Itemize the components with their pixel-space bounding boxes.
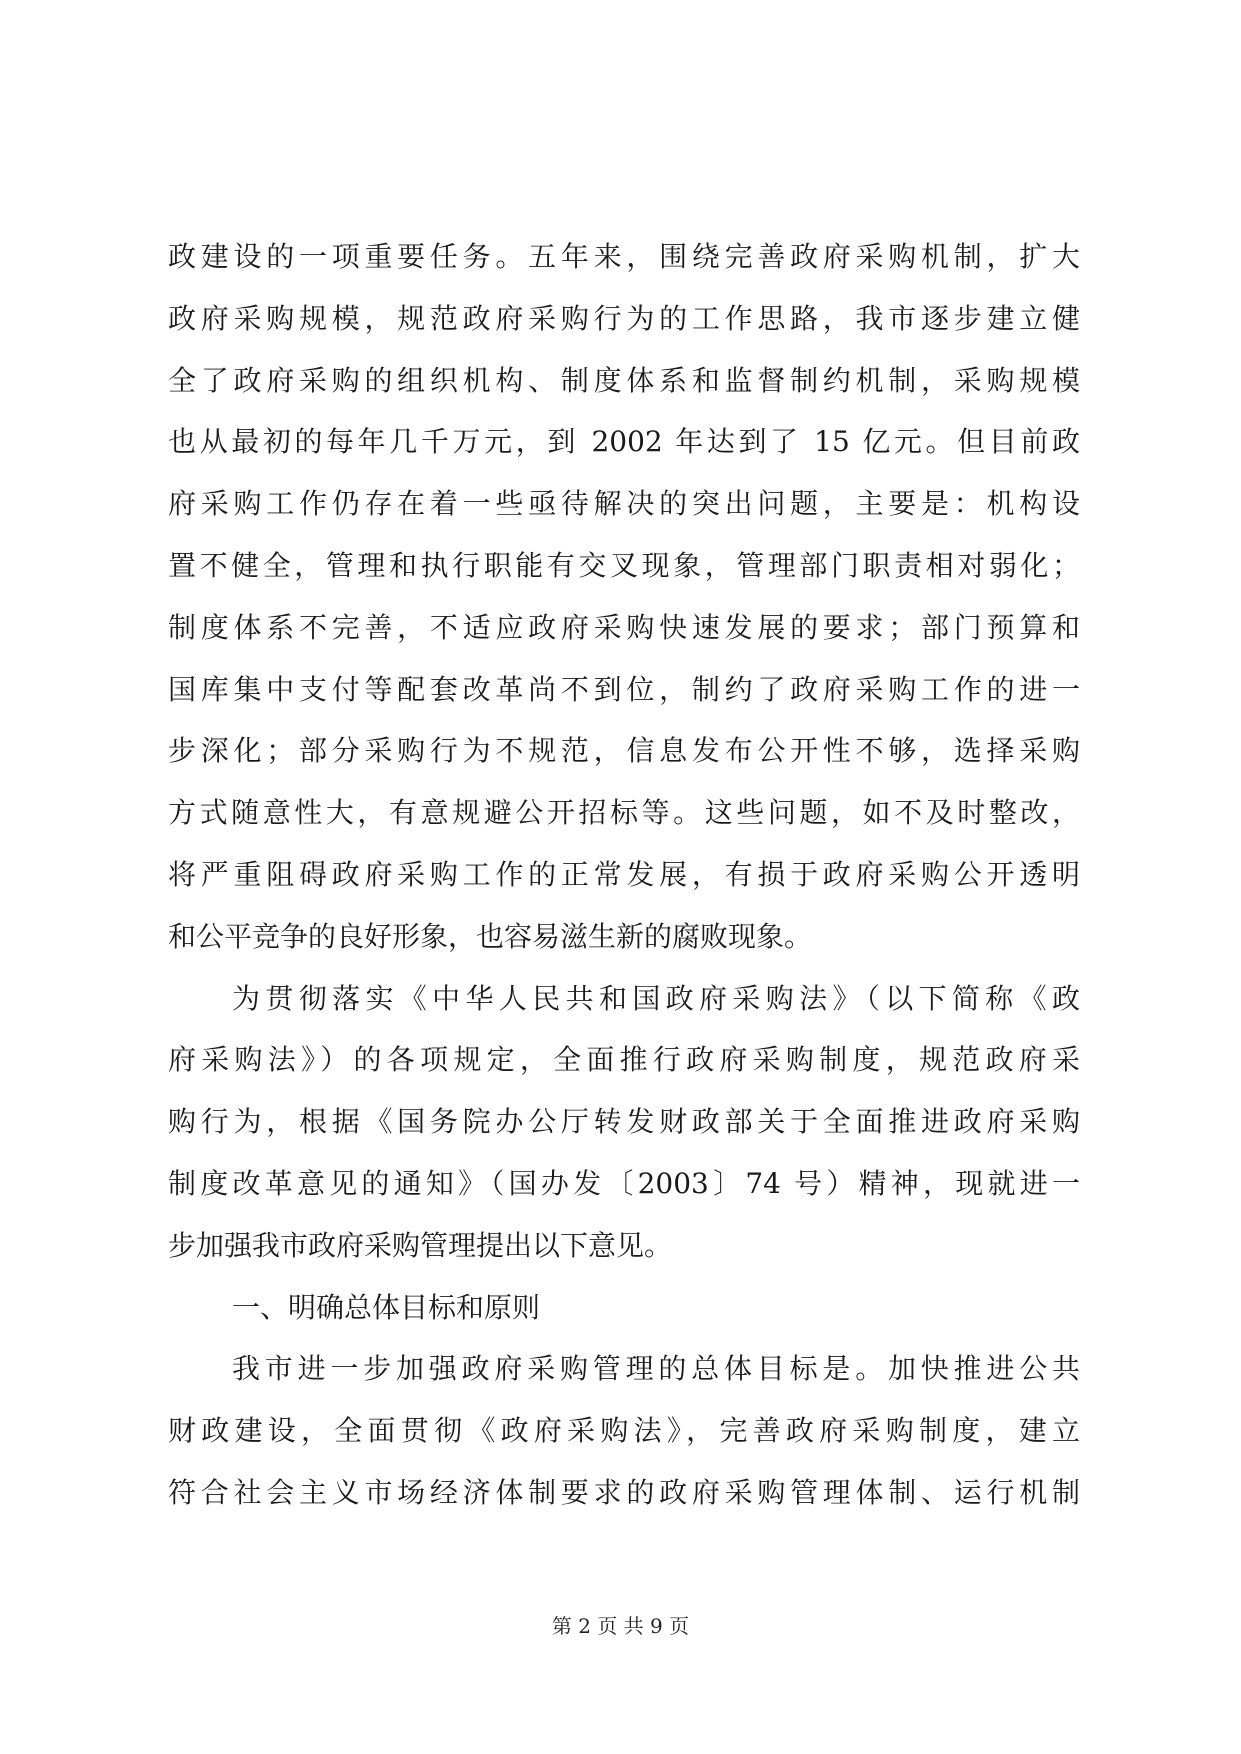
text-line: 符合社会主义市场经济体制要求的政府采购管理体制、运行机制: [168, 1475, 1080, 1509]
text-line: 也从最初的每年几千万元，到 2002 年达到了 15 亿元。但目前政: [168, 425, 1080, 459]
text-line: 政建设的一项重要任务。五年来，围绕完善政府采购机制，扩大: [168, 240, 1080, 273]
text-line: 府采购法》）的各项规定，全面推行政府采购制度，规范政府采: [168, 1043, 1080, 1077]
text-line: 将严重阻碍政府采购工作的正常发展，有损于政府采购公开透明: [168, 857, 1080, 891]
text-line: 购行为，根据《国务院办公厅转发财政部关于全面推进政府采购: [168, 1105, 1080, 1139]
text-line: 制度改革意见的通知》（国办发〔2003〕74 号）精神，现就进一: [168, 1166, 1080, 1200]
text-line: 府采购工作仍存在着一些亟待解决的突出问题，主要是：机构设: [168, 487, 1080, 521]
text-line: 制度体系不完善，不适应政府采购快速发展的要求；部门预算和: [168, 610, 1080, 644]
text-line: 置不健全，管理和执行职能有交叉现象，管理部门职责相对弱化；: [168, 548, 1080, 582]
text-line: 方式随意性大，有意规避公开招标等。这些问题，如不及时整改，: [168, 796, 1080, 830]
text-line: 步深化；部分采购行为不规范，信息发布公开性不够，选择采购: [168, 734, 1080, 768]
text-line: 和公平竞争的良好形象，也容易滋生新的腐败现象。: [168, 919, 813, 953]
text-line: 全了政府采购的组织机构、制度体系和监督制约机制，采购规模: [168, 363, 1080, 397]
text-line: 一、明确总体目标和原则: [232, 1290, 541, 1324]
text-line: 政府采购规模，规范政府采购行为的工作思路，我市逐步建立健: [168, 301, 1080, 335]
text-line: 财政建设，全面贯彻《政府采购法》，完善政府采购制度，建立: [168, 1414, 1080, 1448]
document-body: [168, 226, 1080, 1524]
text-line: 步加强我市政府采购管理提出以下意见。: [168, 1228, 673, 1262]
page-footer: 第 2 页 共 9 页: [551, 1614, 690, 1638]
text-line: 为贯彻落实《中华人民共和国政府采购法》（以下简称《政: [232, 981, 1080, 1015]
text-line: 国库集中支付等配套改革尚不到位，制约了政府采购工作的进一: [168, 672, 1080, 706]
text-line: 我市进一步加强政府采购管理的总体目标是。加快推进公共: [232, 1352, 1080, 1386]
